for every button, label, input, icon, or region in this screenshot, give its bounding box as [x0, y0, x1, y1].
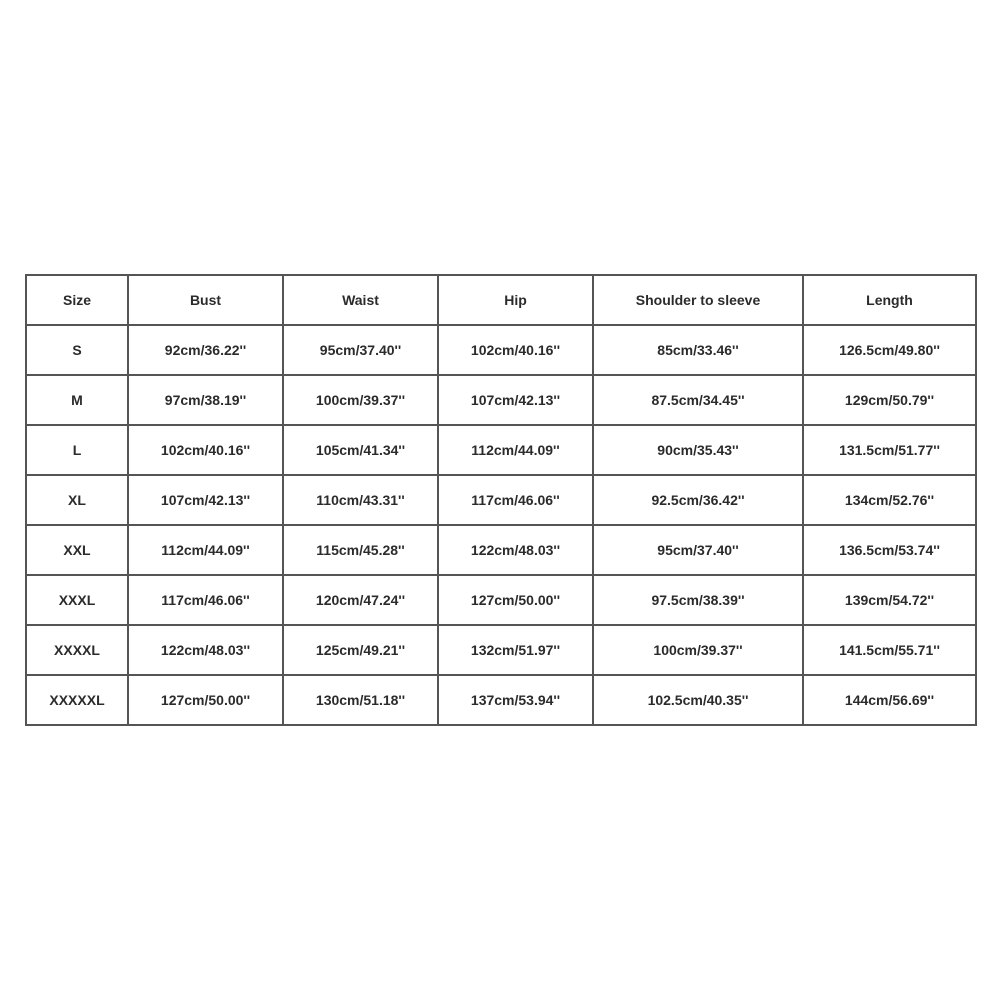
shoulder-to-sleeve-cell: 90cm/35.43'' [593, 425, 803, 475]
hip-cell: 122cm/48.03'' [438, 525, 593, 575]
size-chart-table [25, 274, 977, 726]
bust-cell: 97cm/38.19'' [128, 375, 283, 425]
waist-cell: 100cm/39.37'' [283, 375, 438, 425]
table-row [26, 325, 976, 375]
waist-cell: 105cm/41.34'' [283, 425, 438, 475]
waist-cell: 130cm/51.18'' [283, 675, 438, 725]
size-cell: L [26, 425, 128, 475]
bust-cell: 102cm/40.16'' [128, 425, 283, 475]
length-cell: 141.5cm/55.71'' [803, 625, 976, 675]
length-cell: 129cm/50.79'' [803, 375, 976, 425]
header-size: Size [26, 275, 128, 325]
shoulder-to-sleeve-cell: 97.5cm/38.39'' [593, 575, 803, 625]
table-row [26, 525, 976, 575]
length-cell: 144cm/56.69'' [803, 675, 976, 725]
size-cell: XXXL [26, 575, 128, 625]
shoulder-to-sleeve-cell: 85cm/33.46'' [593, 325, 803, 375]
shoulder-to-sleeve-cell: 92.5cm/36.42'' [593, 475, 803, 525]
waist-cell: 110cm/43.31'' [283, 475, 438, 525]
length-cell: 131.5cm/51.77'' [803, 425, 976, 475]
size-cell: XXXXXL [26, 675, 128, 725]
waist-cell: 125cm/49.21'' [283, 625, 438, 675]
header-hip: Hip [438, 275, 593, 325]
header-row [26, 275, 976, 325]
bust-cell: 127cm/50.00'' [128, 675, 283, 725]
bust-cell: 122cm/48.03'' [128, 625, 283, 675]
size-cell: M [26, 375, 128, 425]
header-shoulder-to-sleeve: Shoulder to sleeve [593, 275, 803, 325]
shoulder-to-sleeve-cell: 102.5cm/40.35'' [593, 675, 803, 725]
hip-cell: 137cm/53.94'' [438, 675, 593, 725]
table-row [26, 375, 976, 425]
header-waist: Waist [283, 275, 438, 325]
bust-cell: 92cm/36.22'' [128, 325, 283, 375]
shoulder-to-sleeve-cell: 95cm/37.40'' [593, 525, 803, 575]
table-row [26, 575, 976, 625]
size-cell: XXXXL [26, 625, 128, 675]
size-cell: S [26, 325, 128, 375]
shoulder-to-sleeve-cell: 100cm/39.37'' [593, 625, 803, 675]
size-cell: XXL [26, 525, 128, 575]
header-bust: Bust [128, 275, 283, 325]
table-row [26, 675, 976, 725]
hip-cell: 107cm/42.13'' [438, 375, 593, 425]
table-row [26, 425, 976, 475]
hip-cell: 127cm/50.00'' [438, 575, 593, 625]
bust-cell: 112cm/44.09'' [128, 525, 283, 575]
bust-cell: 117cm/46.06'' [128, 575, 283, 625]
shoulder-to-sleeve-cell: 87.5cm/34.45'' [593, 375, 803, 425]
waist-cell: 95cm/37.40'' [283, 325, 438, 375]
length-cell: 134cm/52.76'' [803, 475, 976, 525]
header-length: Length [803, 275, 976, 325]
hip-cell: 102cm/40.16'' [438, 325, 593, 375]
bust-cell: 107cm/42.13'' [128, 475, 283, 525]
table-row [26, 625, 976, 675]
table-row [26, 475, 976, 525]
length-cell: 126.5cm/49.80'' [803, 325, 976, 375]
hip-cell: 112cm/44.09'' [438, 425, 593, 475]
size-cell: XL [26, 475, 128, 525]
hip-cell: 117cm/46.06'' [438, 475, 593, 525]
length-cell: 139cm/54.72'' [803, 575, 976, 625]
waist-cell: 115cm/45.28'' [283, 525, 438, 575]
waist-cell: 120cm/47.24'' [283, 575, 438, 625]
hip-cell: 132cm/51.97'' [438, 625, 593, 675]
length-cell: 136.5cm/53.74'' [803, 525, 976, 575]
